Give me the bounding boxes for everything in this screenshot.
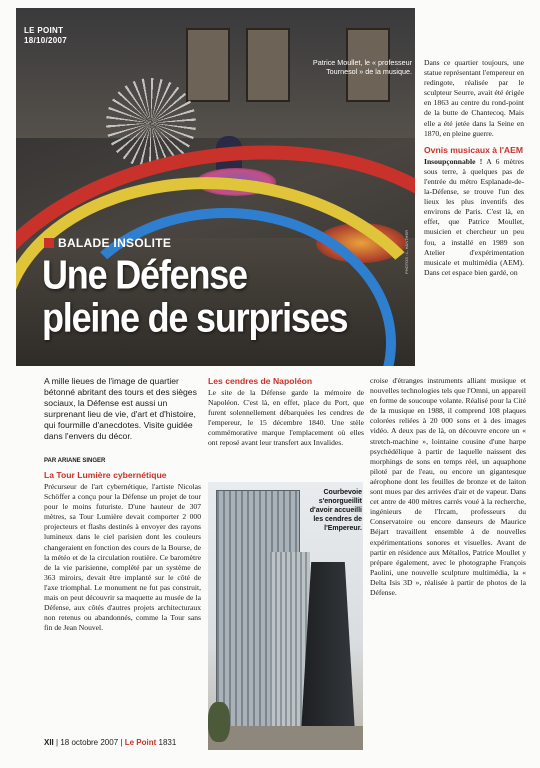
footer-issue: 1831 xyxy=(158,738,177,747)
napoleon-text: Le site de la Défense garde la mémoire de Napoléon. C'est là, en effet, place du Port, que furent solennellement débarquées les cendres de l'empereur, le 15 décembre 1840. Une stèle commémorative marque l'emplacement où elles ont reposé avant leur transfert aux Invalides. xyxy=(208,388,364,448)
footer-separator: | xyxy=(120,738,125,747)
kicker-square-icon xyxy=(44,238,54,248)
column-1 xyxy=(44,470,201,633)
aem-text: A 6 mètres sous terre, à quelques pas de l'entrée du métro Esplanade-de-la-Défense, se trouve l'un des lieux les plus inventifs des environs de Paris. C'est là, en effet, que Patrice Moullet, musicien et chercheur un peu fou, a installé en 1989 son Atelier d'expérimentation musicale et multimédia (AEM). Dans cet espace bien gardé, on xyxy=(424,156,524,277)
article-title xyxy=(42,251,348,341)
right-column-top xyxy=(424,58,524,278)
photo-panel xyxy=(246,28,290,102)
photo-panel xyxy=(186,28,230,102)
photo-credit: PHOTOS : L. HANTHER xyxy=(404,230,409,274)
title-line-2: pleine de surprises xyxy=(42,294,348,341)
publication-name: LE POINT xyxy=(24,26,64,35)
footer-separator: | xyxy=(56,738,61,747)
photo-tree xyxy=(208,702,230,742)
tour-lumiere-text: Précurseur de l'art cybernétique, l'artiste Nicolas Schöffer a conçu pour la Défense un projet de tour pour le moins futuriste. D'une hauteur de 307 mètres, sa Tour Lumière devait comporter 2 000 projecteurs et flashs destinés à envoyer des rayons lumineux dans le ciel parisien dont les couleurs changeraient en fonction des cours de la Bourse, de la météo et de la circulation routière. Ce baromètre de la vie parisienne, complété par un système de 363 miroirs, devait être implanté sur le côté de l'axe triomphal. Le monument ne fut pas construit, mais on peut découvrir sa maquette au musée de la Défense, aux côtés d'autres projets architecturaux non retenus ou abandonnés, comme la Tour sans fin de Jean Nouvel. xyxy=(44,482,201,633)
publication-date: 18/10/2007 xyxy=(24,36,68,45)
section-kicker xyxy=(44,236,171,250)
aem-continued-text: croise d'étranges instruments alliant musique et nouvelles technologies tels que l'Omni, un appareil en forme de soucoupe volante. Réalisé pour la Cité de la musique en 1988, il comprend 108 plaques colorées reliées à 20 000 sons et à des images vidéo. A deux pas de là, on découvre encore un « stretch-machine », lointaine cousine d'une harpe psychédélique à partir de laquelle naissent des morphings de sons en temps réel, un aquaphone piloté par de l'eau, ou encore un gigantesque aérophone dont les feuilles de bronze et de laiton sont mues par des arrivées d'air et de vapeur. Dans cet antre de 400 mètres carrés voué à la recherche, ingénieurs de l'Ircam, professeurs du Conservatoire ou encore danseurs de Maurice Béjart travaillent ensemble à de nouvelles expérimentations sonores et visuelles. Avant de partir en résidence aux Métallos, Patrice Moullet y prépare également, avec le photographe François Paolini, une nouvelle sculpture multimédia, la « Delta Isis 3D », réalisée à partir de photos de la Défense. xyxy=(370,376,526,597)
publication-stamp xyxy=(24,26,67,46)
photo-ground xyxy=(208,726,363,750)
aem-lead: Insoupçonnable ! xyxy=(424,156,483,166)
photo-caption: Patrice Moullet, le « professeur Tournesol » de la musique. xyxy=(312,58,412,76)
title-line-1: Une Défense xyxy=(42,251,247,298)
napoleon-subhead: Les cendres de Napoléon xyxy=(208,376,313,386)
page-number: XII xyxy=(44,738,54,747)
article-intro: A mille lieues de l'image de quartier bétonné abritant des tours et des sièges sociaux, la Défense est aussi un surprenant lieu de vie, d'art et d'histoire, qui fourmille d'anecdotes. Visite guidée dans l'envers du décor. xyxy=(44,376,197,441)
kicker-label: BALADE INSOLITE xyxy=(58,236,172,250)
page-footer xyxy=(44,738,176,747)
statue-paragraph: Dans ce quartier toujours, une statue représentant l'empereur en redingote, réalisée par le sculpteur Seurre, avait été érigée en 1863 au centre du rond-point de la butte de Chantecoq. Mais elle a été jetée dans la Seine en 1870, en pleine guerre. xyxy=(424,58,524,138)
column-3 xyxy=(370,376,526,598)
tower-photo-caption: Courbevoie s'enorgueillit d'avoir accueilli les cendres de l'Empereur. xyxy=(309,489,362,532)
aem-subhead: Ovnis musicaux à l'AEM xyxy=(424,144,523,155)
column-2 xyxy=(208,376,364,449)
byline: PAR ARIANE SINGER xyxy=(44,458,106,464)
tour-lumiere-subhead: La Tour Lumière cybernétique xyxy=(44,470,167,480)
footer-magazine: Le Point xyxy=(124,738,157,747)
footer-date: 18 octobre 2007 xyxy=(60,738,119,747)
aem-paragraph xyxy=(424,157,524,278)
